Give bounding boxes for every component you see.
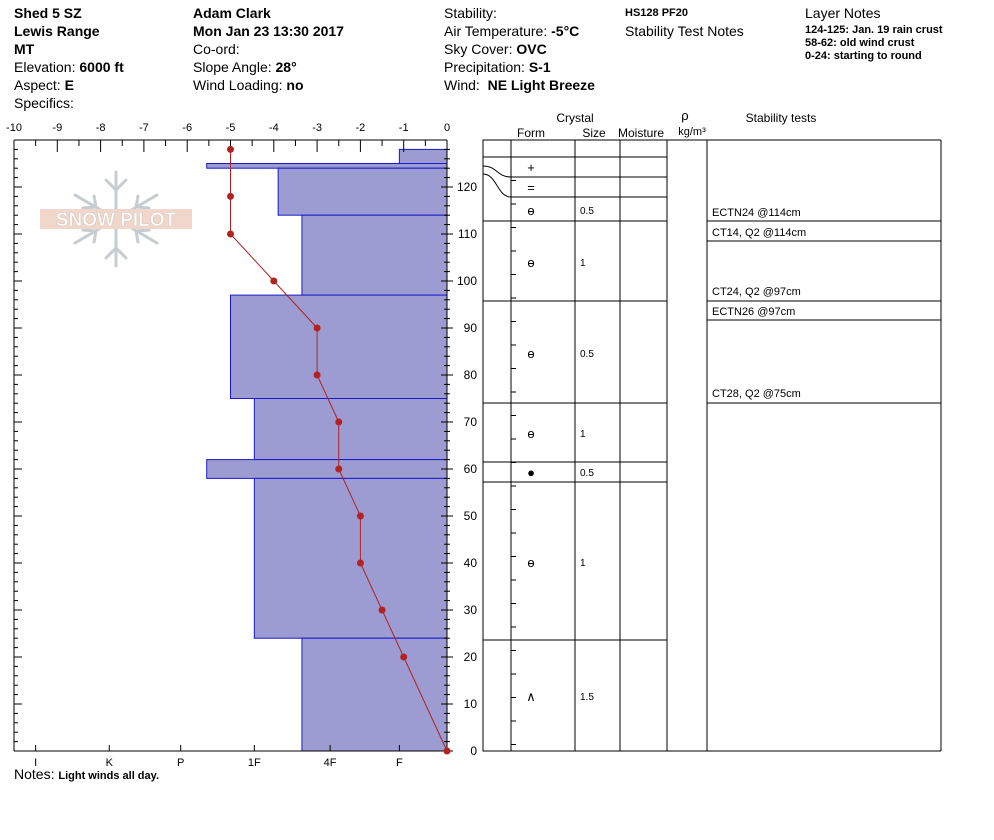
air-temp-label: Air Temperature: — [444, 23, 548, 39]
temperature-tick-label: -8 — [95, 122, 106, 134]
temperature-tick-label: -1 — [398, 122, 409, 134]
hardness-layers — [207, 149, 447, 751]
temperature-point — [314, 372, 321, 379]
crystal-form-symbol: ∧ — [526, 689, 536, 704]
crystal-form-symbol: + — [527, 160, 535, 175]
crystal-size-value: 1 — [580, 429, 586, 440]
temperature-tick-label: 0 — [443, 122, 451, 134]
depth-tick-label: 110 — [457, 227, 477, 241]
slope-label: Slope Angle: — [193, 59, 272, 75]
hardness-layer-bar — [207, 164, 447, 169]
layer-table — [483, 108, 941, 751]
wind-loading-label: Wind Loading: — [193, 77, 283, 93]
temperature-tick-label: -2 — [355, 122, 366, 134]
snowpilot-logo — [40, 172, 192, 266]
depth-tick-label: 120 — [456, 180, 477, 194]
crystal-form-symbol: ɵ — [527, 255, 535, 270]
hardness-label: P — [177, 757, 185, 769]
notes-label: Notes: — [14, 766, 55, 782]
temperature-tick-label: -4 — [268, 122, 279, 134]
wind-value: NE Light Breeze — [487, 77, 595, 93]
aspect-value: E — [64, 77, 74, 93]
crystal-size-value: 0.5 — [580, 206, 594, 217]
layer-note: 124-125: Jan. 19 rain crust — [805, 24, 943, 36]
depth-tick-label: 80 — [463, 368, 477, 382]
aspect-label: Aspect: — [14, 77, 61, 93]
stability-test-result: CT28, Q2 @75cm — [712, 388, 801, 400]
hardness-layer-bar — [302, 215, 447, 295]
crystal-size-value: 1.5 — [580, 692, 594, 703]
crystal-size-value: 0.5 — [580, 349, 594, 360]
hardness-label: K — [105, 757, 113, 769]
depth-tick-label: 90 — [463, 321, 477, 335]
stability-test-result: ECTN26 @97cm — [712, 306, 796, 318]
crystal-header: Crystal — [556, 111, 594, 125]
hardness-layer-bar — [207, 460, 447, 479]
specifics-label: Specifics: — [14, 95, 74, 111]
temperature-point — [357, 513, 364, 520]
depth-tick-label: 30 — [463, 603, 477, 617]
depth-tick-label: 70 — [463, 415, 477, 429]
temperature-point — [379, 607, 386, 614]
temperature-point — [270, 278, 277, 285]
form-header: Form — [517, 126, 545, 140]
crystal-size-value: 0.5 — [580, 468, 594, 479]
temperature-tick-label: -6 — [182, 122, 193, 134]
range-name: Lewis Range — [14, 23, 100, 39]
temperature-point — [400, 654, 407, 661]
depth-tick-label: 40 — [463, 556, 477, 570]
hardness-layer-bar — [278, 168, 447, 215]
crystal-form-symbol: ɵ — [527, 203, 535, 218]
temperature-tick-label: -7 — [139, 122, 149, 134]
precip-value: S-1 — [528, 59, 551, 75]
sky-value: OVC — [516, 41, 547, 57]
hardness-layer-bar — [302, 638, 447, 751]
stability-test-result: CT24, Q2 @97cm — [712, 286, 801, 298]
crystal-form-symbol: ● — [527, 465, 535, 480]
air-temp-value: -5°C — [551, 23, 580, 39]
crystal-form-symbol: ɵ — [527, 426, 535, 441]
temperature-point — [227, 146, 234, 153]
sky-label: Sky Cover: — [444, 41, 513, 57]
temperature-tick-label: -5 — [225, 122, 236, 134]
depth-tick-label: 20 — [463, 650, 477, 664]
crystal-form-symbol: ɵ — [527, 555, 535, 570]
wind-label: Wind: — [444, 77, 480, 93]
moisture-header: Moisture — [617, 126, 665, 140]
hs-pf-value: HS128 PF20 — [625, 7, 688, 19]
temperature-point — [227, 231, 234, 238]
observation-datetime: Mon Jan 23 13:30 2017 — [193, 23, 344, 39]
coord-label: Co-ord: — [193, 41, 240, 57]
density-unit-header: kg/m³ — [678, 126, 706, 138]
density-symbol-header: ρ — [681, 108, 689, 123]
temperature-point — [227, 193, 234, 200]
hardness-label: F — [396, 757, 403, 769]
precip-label: Precipitation: — [444, 59, 525, 75]
elevation-value: 6000 ft — [79, 59, 124, 75]
temperature-tick-label: -10 — [6, 122, 22, 134]
temperature-point — [314, 325, 321, 332]
observer-name: Adam Clark — [193, 5, 271, 21]
depth-tick-label: 100 — [456, 274, 477, 288]
crystal-form-symbol: ɵ — [527, 346, 535, 361]
temperature-tick-label: -3 — [312, 122, 322, 134]
wind-loading-value: no — [286, 77, 304, 93]
depth-tick-label: 10 — [463, 697, 477, 711]
stability-label: Stability: — [444, 5, 497, 21]
logo-text: SNOW PILOT — [55, 210, 177, 231]
hardness-layer-bar — [399, 149, 447, 163]
notes-line — [14, 766, 159, 782]
crystal-size-value: 1 — [580, 258, 586, 269]
elevation-label: Elevation: — [14, 59, 76, 75]
depth-tick-label: 50 — [463, 509, 477, 523]
temperature-tick-label: -9 — [52, 122, 63, 134]
notes-value: Light winds all day. — [58, 770, 159, 782]
temperature-point — [335, 466, 342, 473]
hardness-layer-bar — [254, 478, 447, 638]
layer-notes-title: Layer Notes — [805, 5, 881, 21]
hardness-label: I — [34, 757, 38, 769]
temperature-point — [357, 560, 364, 567]
hardness-layer-bar — [254, 399, 447, 460]
stability-tests-header: Stability tests — [745, 111, 817, 125]
state-name: MT — [14, 41, 35, 57]
hardness-layer-bar — [231, 295, 448, 398]
layer-note: 58-62: old wind crust — [805, 37, 915, 49]
crystal-table-frame — [483, 140, 707, 751]
stability-test-result: CT14, Q2 @114cm — [712, 227, 807, 239]
temperature-point — [335, 419, 342, 426]
depth-tick-label: 0 — [470, 744, 477, 758]
crystal-size-value: 1 — [580, 558, 586, 569]
stability-notes-title: Stability Test Notes — [625, 23, 744, 39]
location-name: Shed 5 SZ — [14, 5, 82, 21]
layer-connector — [483, 174, 511, 197]
hardness-label: 1F — [247, 757, 261, 769]
stability-test-result: ECTN24 @114cm — [712, 207, 801, 219]
temperature-point — [444, 748, 451, 755]
crystal-form-symbol: = — [527, 180, 535, 195]
slope-value: 28° — [275, 59, 297, 75]
size-header: Size — [582, 126, 606, 140]
depth-tick-label: 60 — [463, 462, 477, 476]
hardness-label: 4F — [323, 757, 337, 769]
layer-note: 0-24: starting to round — [805, 50, 922, 62]
